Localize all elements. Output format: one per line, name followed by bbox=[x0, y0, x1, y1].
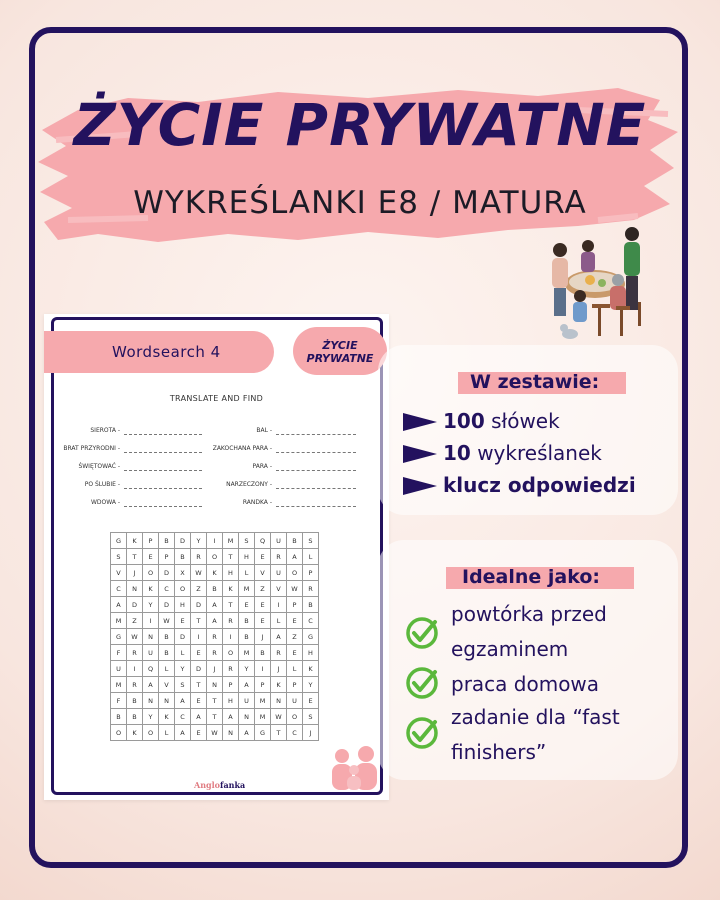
grid-cell: W bbox=[287, 581, 303, 597]
grid-cell: G bbox=[111, 629, 127, 645]
grid-cell: K bbox=[223, 581, 239, 597]
grid-cell: E bbox=[191, 693, 207, 709]
grid-cell: U bbox=[143, 645, 159, 661]
ideal-item-line1: powtórka przed bbox=[451, 602, 607, 626]
grid-cell: M bbox=[239, 581, 255, 597]
grid-cell: R bbox=[127, 677, 143, 693]
grid-cell: N bbox=[223, 725, 239, 741]
grid-cell: R bbox=[191, 549, 207, 565]
poster-frame bbox=[29, 27, 688, 868]
grid-cell: A bbox=[223, 709, 239, 725]
grid-cell: N bbox=[143, 629, 159, 645]
grid-cell: B bbox=[255, 645, 271, 661]
worksheet-badge-line2: PRYWATNE bbox=[306, 352, 374, 365]
grid-cell: E bbox=[255, 613, 271, 629]
grid-cell: R bbox=[223, 661, 239, 677]
grid-cell: S bbox=[175, 677, 191, 693]
grid-cell: M bbox=[255, 709, 271, 725]
grid-cell: P bbox=[223, 677, 239, 693]
grid-cell: B bbox=[207, 581, 223, 597]
set-item-rest: wykreślanek bbox=[470, 441, 602, 465]
grid-cell: K bbox=[143, 581, 159, 597]
grid-cell: A bbox=[143, 677, 159, 693]
grid-cell: N bbox=[207, 677, 223, 693]
grid-cell: T bbox=[127, 549, 143, 565]
grid-cell: C bbox=[111, 581, 127, 597]
grid-cell: A bbox=[191, 709, 207, 725]
grid-cell: O bbox=[223, 645, 239, 661]
grid-cell: L bbox=[287, 661, 303, 677]
grid-cell: I bbox=[255, 661, 271, 677]
ideal-item-line1: praca domowa bbox=[451, 672, 600, 696]
grid-cell: R bbox=[271, 645, 287, 661]
grid-cell: E bbox=[287, 613, 303, 629]
grid-cell: I bbox=[191, 629, 207, 645]
grid-cell: N bbox=[239, 709, 255, 725]
grid-cell: J bbox=[207, 661, 223, 677]
grid-cell: U bbox=[111, 661, 127, 677]
grid-cell: B bbox=[239, 629, 255, 645]
grid-cell: L bbox=[303, 549, 319, 565]
grid-cell: I bbox=[271, 597, 287, 613]
grid-cell: I bbox=[143, 613, 159, 629]
grid-cell: Z bbox=[287, 629, 303, 645]
grid-cell: N bbox=[143, 693, 159, 709]
grid-cell: G bbox=[303, 629, 319, 645]
grid-cell: D bbox=[191, 597, 207, 613]
grid-cell: D bbox=[127, 597, 143, 613]
grid-cell: E bbox=[191, 725, 207, 741]
ideal-item-line1: zadanie dla “fast bbox=[451, 705, 620, 729]
clue-left: PO ŚLUBIE - bbox=[84, 481, 120, 488]
clue-right: BAL - bbox=[256, 427, 272, 434]
grid-cell: V bbox=[255, 565, 271, 581]
grid-cell: O bbox=[287, 565, 303, 581]
grid-cell: W bbox=[207, 725, 223, 741]
grid-cell: T bbox=[223, 549, 239, 565]
grid-cell: P bbox=[287, 677, 303, 693]
grid-cell: L bbox=[175, 645, 191, 661]
brand-logo-part1: Anglo bbox=[194, 780, 220, 790]
grid-cell: K bbox=[159, 709, 175, 725]
grid-cell: D bbox=[159, 597, 175, 613]
grid-cell: B bbox=[159, 629, 175, 645]
grid-cell: B bbox=[159, 645, 175, 661]
grid-cell: D bbox=[175, 533, 191, 549]
grid-cell: B bbox=[303, 597, 319, 613]
grid-cell: T bbox=[207, 709, 223, 725]
grid-cell: L bbox=[239, 565, 255, 581]
grid-cell: R bbox=[207, 645, 223, 661]
grid-cell: R bbox=[223, 613, 239, 629]
grid-cell: G bbox=[255, 725, 271, 741]
grid-cell: M bbox=[239, 645, 255, 661]
grid-cell: Q bbox=[255, 533, 271, 549]
grid-cell: T bbox=[223, 597, 239, 613]
ideal-heading: Idealne jako: bbox=[462, 566, 601, 588]
grid-cell: V bbox=[111, 565, 127, 581]
grid-cell: S bbox=[303, 533, 319, 549]
grid-cell: P bbox=[159, 549, 175, 565]
grid-cell: C bbox=[287, 725, 303, 741]
clue-left: BRAT PRZYRODNI - bbox=[63, 445, 120, 452]
grid-cell: E bbox=[287, 645, 303, 661]
grid-cell: A bbox=[207, 597, 223, 613]
grid-cell: O bbox=[143, 565, 159, 581]
grid-cell: S bbox=[239, 533, 255, 549]
grid-cell: G bbox=[111, 533, 127, 549]
grid-cell: Y bbox=[175, 661, 191, 677]
grid-cell: Z bbox=[191, 581, 207, 597]
grid-cell: L bbox=[271, 613, 287, 629]
grid-cell: P bbox=[287, 597, 303, 613]
grid-cell: Y bbox=[239, 661, 255, 677]
set-heading: W zestawie: bbox=[470, 371, 600, 393]
grid-cell: A bbox=[175, 725, 191, 741]
grid-cell: X bbox=[175, 565, 191, 581]
grid-cell: M bbox=[255, 693, 271, 709]
grid-cell: T bbox=[271, 725, 287, 741]
grid-cell: D bbox=[159, 565, 175, 581]
grid-cell: H bbox=[223, 693, 239, 709]
grid-cell: Y bbox=[143, 597, 159, 613]
ideal-item-line2: egzaminem bbox=[451, 637, 569, 661]
grid-cell: P bbox=[143, 533, 159, 549]
grid-cell: W bbox=[271, 709, 287, 725]
grid-cell: E bbox=[191, 645, 207, 661]
grid-cell: B bbox=[175, 549, 191, 565]
grid-cell: K bbox=[303, 661, 319, 677]
grid-cell: N bbox=[271, 693, 287, 709]
grid-cell: H bbox=[223, 565, 239, 581]
grid-cell: E bbox=[303, 693, 319, 709]
grid-cell: F bbox=[111, 645, 127, 661]
grid-cell: H bbox=[303, 645, 319, 661]
ideal-item-line2: finishers” bbox=[451, 740, 547, 764]
grid-cell: H bbox=[239, 549, 255, 565]
grid-cell: R bbox=[207, 629, 223, 645]
grid-cell: D bbox=[175, 629, 191, 645]
grid-cell: J bbox=[127, 565, 143, 581]
grid-cell: A bbox=[239, 677, 255, 693]
grid-cell: T bbox=[191, 613, 207, 629]
grid-cell: T bbox=[191, 677, 207, 693]
grid-cell: P bbox=[303, 565, 319, 581]
grid-cell: A bbox=[287, 549, 303, 565]
grid-cell: V bbox=[271, 581, 287, 597]
page-title: ŻYCIE PRYWATNE bbox=[73, 91, 647, 159]
grid-cell: R bbox=[303, 581, 319, 597]
grid-cell: V bbox=[159, 677, 175, 693]
grid-cell: C bbox=[303, 613, 319, 629]
grid-cell: B bbox=[239, 613, 255, 629]
grid-cell: A bbox=[175, 693, 191, 709]
grid-cell: A bbox=[239, 725, 255, 741]
grid-cell: W bbox=[159, 613, 175, 629]
grid-cell: A bbox=[271, 629, 287, 645]
grid-cell: O bbox=[287, 709, 303, 725]
grid-cell: B bbox=[127, 693, 143, 709]
grid-cell: Y bbox=[303, 677, 319, 693]
grid-cell: K bbox=[127, 725, 143, 741]
set-item-rest: słówek bbox=[484, 409, 560, 433]
grid-cell: W bbox=[191, 565, 207, 581]
clue-left: SIEROTA - bbox=[90, 427, 120, 434]
clue-right: PARA - bbox=[252, 463, 272, 470]
grid-cell: Y bbox=[143, 709, 159, 725]
set-item-bold: 100 bbox=[443, 409, 485, 433]
grid-cell: E bbox=[255, 549, 271, 565]
grid-cell: T bbox=[207, 693, 223, 709]
clue-right: NARZECZONY - bbox=[226, 481, 272, 488]
grid-cell: R bbox=[271, 549, 287, 565]
grid-cell: C bbox=[175, 709, 191, 725]
grid-cell: M bbox=[223, 533, 239, 549]
grid-cell: B bbox=[287, 533, 303, 549]
grid-cell: N bbox=[159, 693, 175, 709]
grid-cell: S bbox=[111, 549, 127, 565]
grid-cell: B bbox=[111, 709, 127, 725]
grid-cell: Z bbox=[255, 581, 271, 597]
grid-cell: E bbox=[239, 597, 255, 613]
grid-cell: O bbox=[143, 725, 159, 741]
grid-cell: E bbox=[255, 597, 271, 613]
grid-cell: U bbox=[287, 693, 303, 709]
grid-cell: R bbox=[127, 645, 143, 661]
grid-cell: K bbox=[127, 533, 143, 549]
clue-right: ZAKOCHANA PARA - bbox=[212, 445, 272, 452]
grid-cell: I bbox=[223, 629, 239, 645]
grid-cell: K bbox=[207, 565, 223, 581]
grid-cell: M bbox=[111, 677, 127, 693]
grid-cell: O bbox=[111, 725, 127, 741]
grid-cell: Q bbox=[143, 661, 159, 677]
grid-cell: Z bbox=[127, 613, 143, 629]
grid-cell: E bbox=[143, 549, 159, 565]
clue-right: RANDKA - bbox=[242, 499, 272, 506]
grid-cell: A bbox=[207, 613, 223, 629]
set-item-bold: klucz odpowiedzi bbox=[443, 473, 636, 497]
set-item-bold: 10 bbox=[443, 441, 471, 465]
grid-cell: C bbox=[159, 581, 175, 597]
grid-cell: I bbox=[207, 533, 223, 549]
grid-cell: U bbox=[271, 533, 287, 549]
worksheet-heading: Wordsearch 4 bbox=[112, 343, 221, 361]
grid-cell: J bbox=[271, 661, 287, 677]
grid-cell: S bbox=[303, 709, 319, 725]
grid-cell: B bbox=[159, 533, 175, 549]
clue-left: ŚWIĘTOWAĆ - bbox=[78, 463, 120, 470]
grid-cell: D bbox=[191, 661, 207, 677]
grid-cell: O bbox=[175, 581, 191, 597]
grid-cell: H bbox=[175, 597, 191, 613]
grid-cell: L bbox=[159, 661, 175, 677]
grid-cell: W bbox=[127, 629, 143, 645]
grid-cell: L bbox=[159, 725, 175, 741]
clue-left: WDOWA - bbox=[90, 499, 120, 506]
brand-logo-part2: fanka bbox=[220, 780, 246, 790]
grid-cell: A bbox=[111, 597, 127, 613]
grid-cell: O bbox=[207, 549, 223, 565]
grid-cell: N bbox=[127, 581, 143, 597]
grid-cell: F bbox=[111, 693, 127, 709]
grid-cell: U bbox=[239, 693, 255, 709]
grid-cell: P bbox=[255, 677, 271, 693]
grid-cell: M bbox=[111, 613, 127, 629]
grid-cell: J bbox=[303, 725, 319, 741]
grid-cell: E bbox=[175, 613, 191, 629]
grid-cell: J bbox=[255, 629, 271, 645]
page-subtitle: WYKREŚLANKI E8 / MATURA bbox=[133, 185, 587, 221]
grid-cell: B bbox=[127, 709, 143, 725]
grid-cell: Y bbox=[191, 533, 207, 549]
grid-cell: U bbox=[271, 565, 287, 581]
grid-cell: I bbox=[127, 661, 143, 677]
grid-cell: K bbox=[271, 677, 287, 693]
worksheet-badge-line1: ŻYCIE bbox=[322, 339, 358, 352]
worksheet-instruction: TRANSLATE AND FIND bbox=[169, 394, 264, 403]
